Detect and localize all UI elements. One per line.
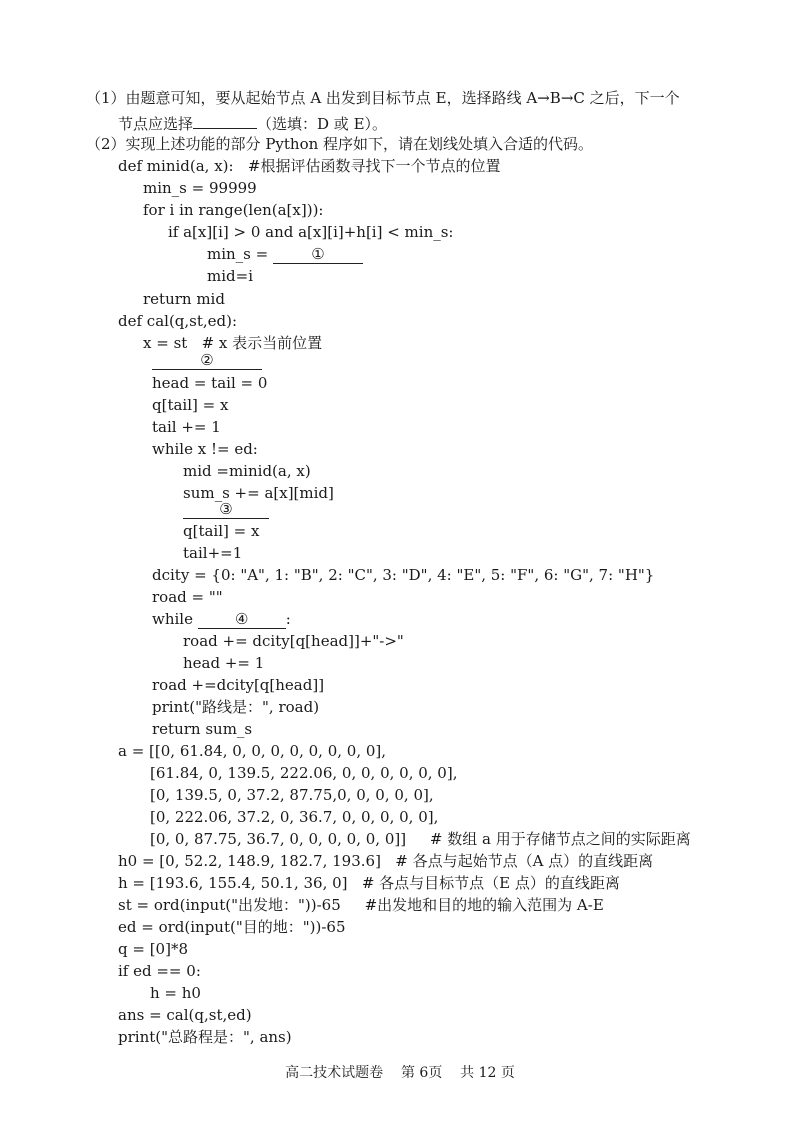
code-line: ans = cal(q,st,ed) xyxy=(118,1006,252,1024)
code-line: head += 1 xyxy=(183,654,265,672)
code-line-def-minid: def minid(a, x): #根据评估函数寻找下一个节点的位置 xyxy=(118,157,501,175)
code-line: print("路线是：", road) xyxy=(152,698,320,716)
code-line: head = tail = 0 xyxy=(152,374,268,392)
code-line: mid=i xyxy=(207,267,253,285)
code-line-blank-2 xyxy=(152,350,262,370)
code-line: [0, 139.5, 0, 37.2, 87.75,0, 0, 0, 0, 0], xyxy=(150,786,434,804)
code-line-h0: h0 = [0, 52.2, 148.9, 182.7, 193.6] # 各点与起始节点（A 点）的直线距离 xyxy=(118,852,654,870)
code-line: road +=dcity[q[head]] xyxy=(152,676,325,694)
question-1-prefix: 节点应选择 xyxy=(118,115,194,133)
code-line-def-cal: def cal(q,st,ed): xyxy=(118,312,238,330)
question-1-suffix: （选填：D 或 E）。 xyxy=(257,115,388,133)
code-line: road = "" xyxy=(152,588,223,606)
code-line-dcity: dcity = {0: "A", 1: "B", 2: "C", 3: "D", 4: "E", 5: "F", 6: "G", 7: "H"} xyxy=(152,566,655,584)
code-line-blank-4 xyxy=(152,609,291,629)
code-line: while x != ed: xyxy=(152,440,258,458)
code-line-blank-1 xyxy=(207,244,363,264)
code-line: sum_s += a[x][mid] xyxy=(183,484,334,502)
answer-blank-2[interactable]: ② xyxy=(152,352,262,370)
code-line-h: h = [193.6, 155.4, 50.1, 36, 0] # 各点与目标节点（E 点）的直线距离 xyxy=(118,874,620,892)
code-line: if a[x][i] > 0 and a[x][i]+h[i] < min_s: xyxy=(168,223,454,241)
code-text: : xyxy=(285,610,291,628)
code-line-array-a: a = [[0, 61.84, 0, 0, 0, 0, 0, 0, 0, 0], xyxy=(118,742,387,760)
code-line: min_s = 99999 xyxy=(143,179,257,197)
code-line: [0, 0, 87.75, 36.7, 0, 0, 0, 0, 0, 0]] # 数组 a 用于存储节点之间的实际距离 xyxy=(150,830,691,848)
code-line: x = st # x 表示当前位置 xyxy=(143,334,323,352)
question-2-intro: （2）实现上述功能的部分 Python 程序如下，请在划线处填入合适的代码。 xyxy=(86,135,594,153)
answer-blank-1[interactable]: ① xyxy=(273,246,363,264)
code-line-blank-3 xyxy=(183,499,269,519)
code-line: print("总路程是：", ans) xyxy=(118,1028,292,1046)
question-1-line-2 xyxy=(118,111,387,134)
code-line: mid =minid(a, x) xyxy=(183,462,311,480)
code-line: [61.84, 0, 139.5, 222.06, 0, 0, 0, 0, 0, 0], xyxy=(150,764,458,782)
code-line-st: st = ord(input("出发地："))-65 #出发地和目的地的输入范围为 A-E xyxy=(118,896,604,914)
code-line-ed: ed = ord(input("目的地："))-65 xyxy=(118,918,346,936)
code-line: tail+=1 xyxy=(183,544,243,562)
code-line: return sum_s xyxy=(152,720,253,738)
code-line: h = h0 xyxy=(150,984,201,1002)
code-line: q[tail] = x xyxy=(183,522,260,540)
answer-blank-3[interactable]: ③ xyxy=(183,501,269,519)
code-line: tail += 1 xyxy=(152,418,221,436)
code-text: while xyxy=(152,610,198,628)
answer-blank-q1[interactable] xyxy=(193,111,257,129)
code-line: for i in range(len(a[x])): xyxy=(143,201,324,219)
code-line: q[tail] = x xyxy=(152,396,229,414)
code-text: min_s = xyxy=(207,245,273,263)
question-1-line-1: （1）由题意可知，要从起始节点 A 出发到目标节点 E，选择路线 A→B→C 之后，下一个 xyxy=(86,89,680,107)
code-line: road += dcity[q[head]]+"->" xyxy=(183,632,404,650)
code-line: return mid xyxy=(143,290,225,308)
code-line: q = [0]*8 xyxy=(118,940,188,958)
page-footer: 高二技术试题卷 第 6页 共 12 页 xyxy=(285,1065,515,1081)
answer-blank-4[interactable]: ④ xyxy=(198,611,286,629)
code-line: if ed == 0: xyxy=(118,962,201,980)
code-line: [0, 222.06, 37.2, 0, 36.7, 0, 0, 0, 0, 0], xyxy=(150,808,439,826)
